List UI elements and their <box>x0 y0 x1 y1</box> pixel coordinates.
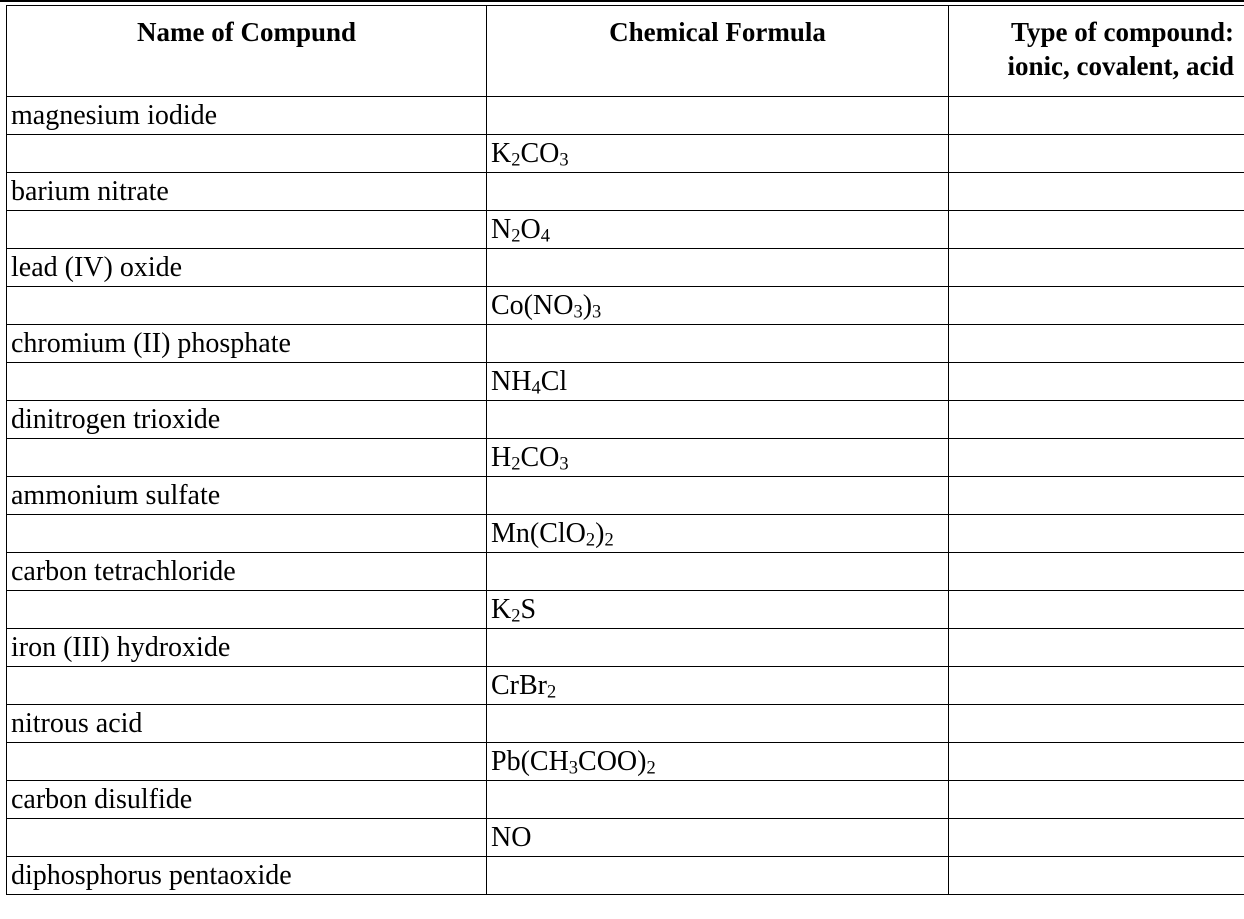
formula-cell[interactable] <box>487 401 949 439</box>
table-row <box>7 819 1244 857</box>
formula-cell-text: $N_2O_4$ <box>491 214 550 246</box>
formula-cell[interactable] <box>487 819 949 857</box>
formula-cell-text: $K_2CO_3$ <box>491 138 569 170</box>
type-cell[interactable] <box>949 287 1244 325</box>
name-cell[interactable] <box>7 629 487 667</box>
name-cell[interactable] <box>7 97 487 135</box>
table-row <box>7 97 1244 135</box>
formula-cell[interactable] <box>487 781 949 819</box>
formula-cell-text: CrBr$_2$ <box>491 670 557 702</box>
compound-table <box>6 5 1244 895</box>
type-cell[interactable] <box>949 135 1244 173</box>
formula-cell[interactable] <box>487 97 949 135</box>
type-cell[interactable] <box>949 705 1244 743</box>
formula-cell-text: $Pb(CH_3COO)_2$ <box>491 746 656 778</box>
formula-cell[interactable] <box>487 287 949 325</box>
formula-cell[interactable] <box>487 249 949 287</box>
header-name <box>7 6 487 97</box>
formula-cell[interactable] <box>487 211 949 249</box>
type-cell[interactable] <box>949 515 1244 553</box>
formula-cell[interactable] <box>487 173 949 211</box>
table-body <box>7 97 1244 895</box>
name-cell[interactable] <box>7 135 487 173</box>
type-cell[interactable] <box>949 553 1244 591</box>
name-cell-text: ammonium sulfate <box>11 480 221 511</box>
table-row <box>7 325 1244 363</box>
header-row <box>7 6 1244 97</box>
header-type-line1: Type of compound: <box>1010 17 1234 47</box>
table-row <box>7 591 1244 629</box>
formula-cell-text: $Mn(ClO_2)_2$ <box>491 518 614 550</box>
name-cell-text: carbon tetrachloride <box>11 556 236 587</box>
formula-cell-text: $Co(NO_3)_3$ <box>491 290 602 322</box>
name-cell[interactable] <box>7 743 487 781</box>
header-formula-label: Chemical Formula <box>609 17 826 47</box>
name-cell[interactable] <box>7 401 487 439</box>
type-cell[interactable] <box>949 173 1244 211</box>
table-row <box>7 135 1244 173</box>
table-row <box>7 857 1244 895</box>
table-row <box>7 477 1244 515</box>
name-cell-text: magnesium iodide <box>11 100 218 131</box>
table-row <box>7 553 1244 591</box>
name-cell[interactable] <box>7 173 487 211</box>
top-border-line <box>0 0 1244 2</box>
formula-cell[interactable] <box>487 705 949 743</box>
formula-cell[interactable] <box>487 477 949 515</box>
type-cell[interactable] <box>949 249 1244 287</box>
table-row <box>7 781 1244 819</box>
header-type <box>949 6 1244 97</box>
table-row <box>7 515 1244 553</box>
type-cell[interactable] <box>949 439 1244 477</box>
name-cell-text: iron (III) hydroxide <box>11 632 231 663</box>
table-row <box>7 173 1244 211</box>
formula-cell[interactable] <box>487 135 949 173</box>
name-cell[interactable] <box>7 477 487 515</box>
type-cell[interactable] <box>949 211 1244 249</box>
table-row <box>7 439 1244 477</box>
formula-cell[interactable] <box>487 363 949 401</box>
name-cell-text: chromium (II) phosphate <box>11 328 291 359</box>
header-name-label: Name of Compund <box>136 17 357 47</box>
name-cell[interactable] <box>7 439 487 477</box>
formula-cell[interactable] <box>487 857 949 895</box>
header-formula <box>487 6 949 97</box>
name-cell[interactable] <box>7 591 487 629</box>
table-row <box>7 363 1244 401</box>
type-cell[interactable] <box>949 743 1244 781</box>
name-cell[interactable] <box>7 287 487 325</box>
type-cell[interactable] <box>949 477 1244 515</box>
type-cell[interactable] <box>949 363 1244 401</box>
type-cell[interactable] <box>949 325 1244 363</box>
name-cell-text: barium nitrate <box>11 176 169 207</box>
type-cell[interactable] <box>949 97 1244 135</box>
type-cell[interactable] <box>949 781 1244 819</box>
name-cell-text: carbon disulfide <box>11 784 193 815</box>
type-cell[interactable] <box>949 629 1244 667</box>
name-cell[interactable] <box>7 249 487 287</box>
name-cell-text: diphosphorus pentaoxide <box>11 860 292 891</box>
formula-cell-text: $H_2CO_3$ <box>491 442 569 474</box>
type-cell[interactable] <box>949 819 1244 857</box>
name-cell[interactable] <box>7 515 487 553</box>
name-cell[interactable] <box>7 553 487 591</box>
name-cell[interactable] <box>7 857 487 895</box>
name-cell[interactable] <box>7 325 487 363</box>
formula-cell[interactable] <box>487 591 949 629</box>
formula-cell-text: $NH_4Cl$ <box>491 366 568 398</box>
name-cell-text: lead (IV) oxide <box>11 252 183 283</box>
table-row <box>7 211 1244 249</box>
name-cell[interactable] <box>7 211 487 249</box>
table-row <box>7 287 1244 325</box>
name-cell-text: dinitrogen trioxide <box>11 404 221 435</box>
formula-cell[interactable] <box>487 629 949 667</box>
name-cell[interactable] <box>7 781 487 819</box>
formula-cell[interactable] <box>487 553 949 591</box>
table-row <box>7 705 1244 743</box>
formula-cell-text: $K_2S$ <box>491 594 537 626</box>
name-cell[interactable] <box>7 667 487 705</box>
formula-cell[interactable] <box>487 325 949 363</box>
name-cell[interactable] <box>7 363 487 401</box>
type-cell[interactable] <box>949 401 1244 439</box>
name-cell[interactable] <box>7 819 487 857</box>
table-row <box>7 401 1244 439</box>
formula-cell[interactable] <box>487 743 949 781</box>
formula-cell[interactable] <box>487 439 949 477</box>
header-type-line2: ionic, covalent, acid <box>1007 51 1234 81</box>
type-cell[interactable] <box>949 591 1244 629</box>
name-cell-text: nitrous acid <box>11 708 143 739</box>
type-cell[interactable] <box>949 667 1244 705</box>
formula-cell[interactable] <box>487 515 949 553</box>
table-row <box>7 743 1244 781</box>
table-row <box>7 249 1244 287</box>
type-cell[interactable] <box>949 857 1244 895</box>
table-row <box>7 629 1244 667</box>
table-row <box>7 667 1244 705</box>
formula-cell[interactable] <box>487 667 949 705</box>
formula-cell-text: NO <box>491 822 532 853</box>
name-cell[interactable] <box>7 705 487 743</box>
